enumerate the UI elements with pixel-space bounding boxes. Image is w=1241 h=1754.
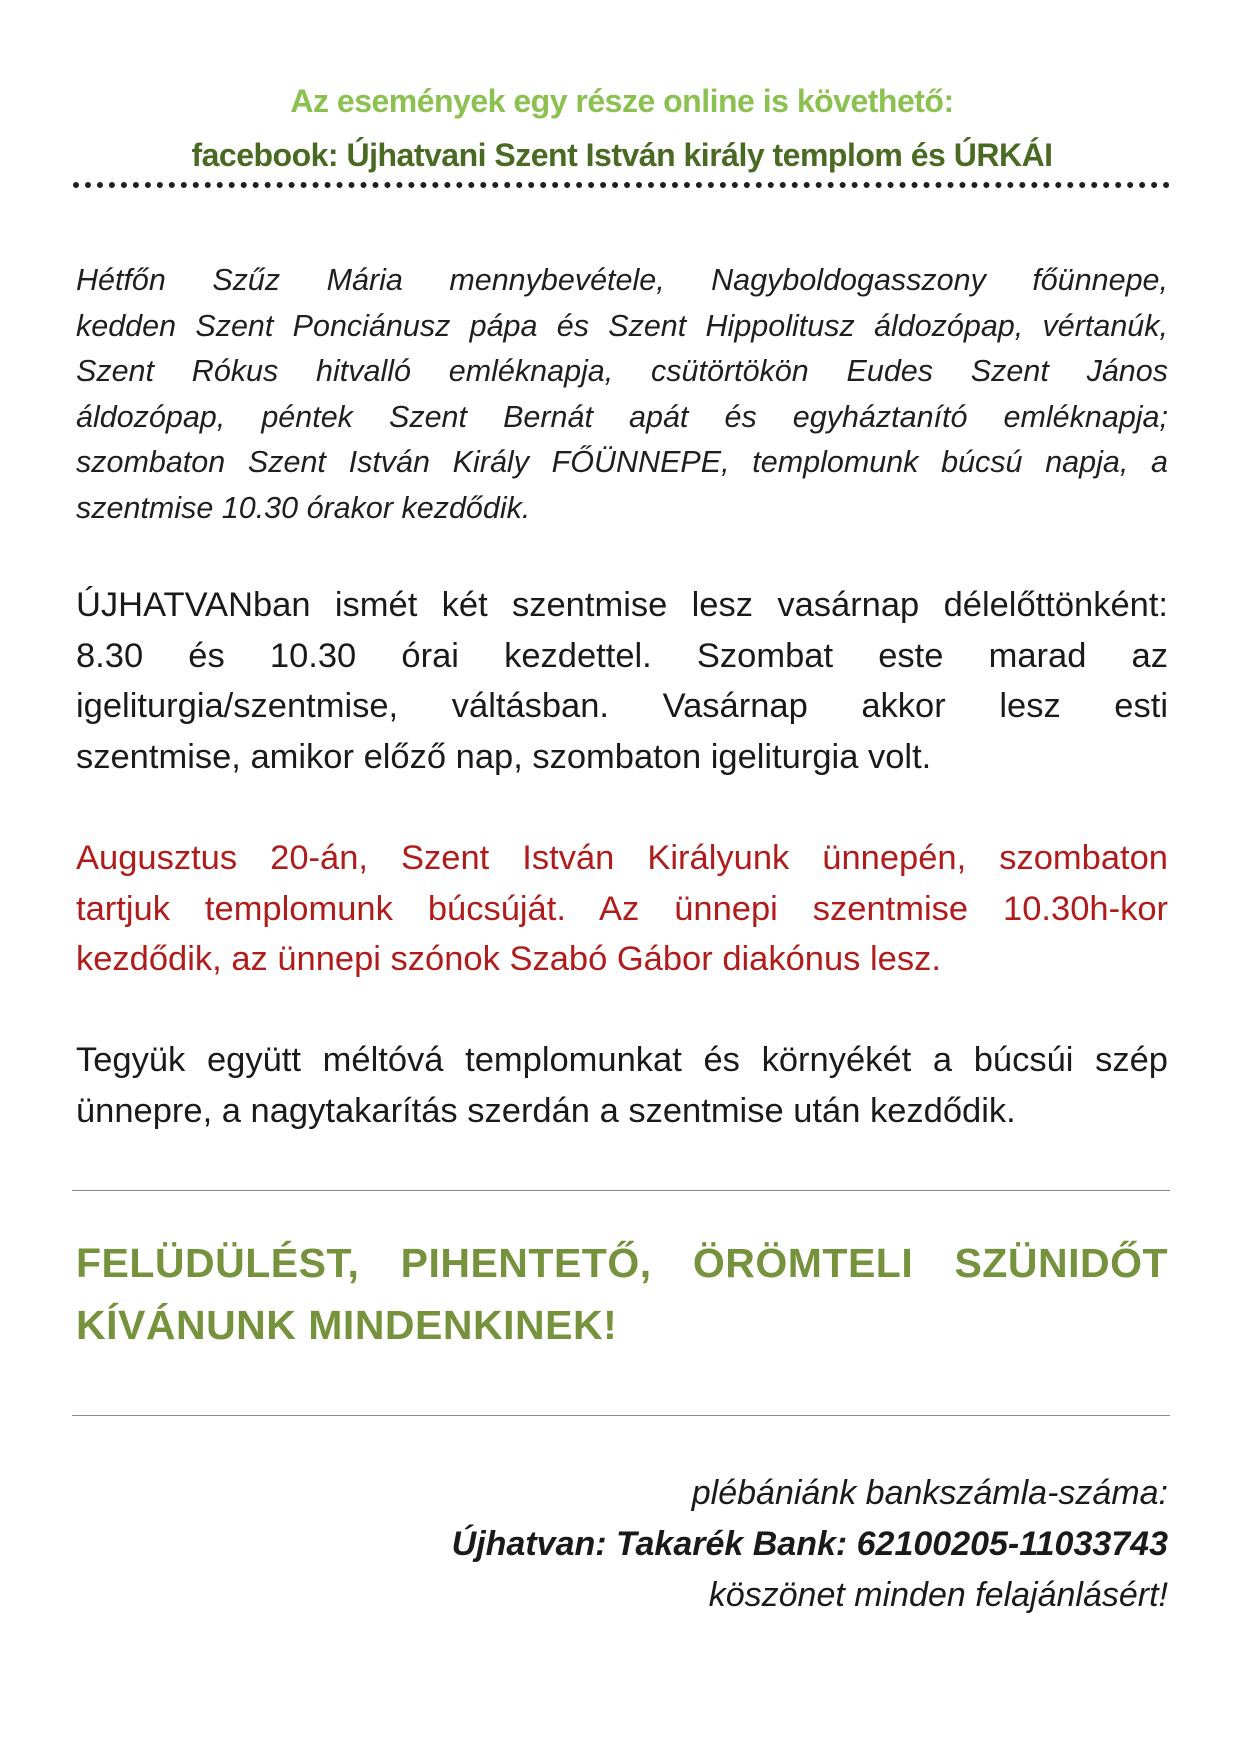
paragraph-line: áldozópap, péntek Szent Bernát apát és egyháztanító emléknapja; [76,399,1168,434]
horizontal-rule [72,1415,1170,1416]
paragraph-line: Hétfőn Szűz Mária mennybevétele, Nagyboldogasszony főünnepe, [76,263,1168,297]
paragraph-line: ünnepre, a nagytakarítás szerdán a szentmise után kezdődik. [76,1091,1016,1130]
facebook-link-text: facebook: Újhatvani Szent István király templom és ÚRKÁI [191,137,1053,173]
paragraph-line: ÚJHATVANban ismét két szentmise lesz vasárnap délelőttönként: [76,586,1168,624]
paragraph-line: igeliturgia/szentmise, váltásban. Vasárnap akkor lesz esti [76,687,1168,725]
paragraph-line: szentmise, amikor előző nap, szombaton igeliturgia volt. [76,737,932,776]
paragraph-line: szentmise 10.30 órakor kezdődik. [76,490,531,525]
greeting-line: KÍVÁNUNK MINDENKINEK! [76,1302,618,1348]
holiday-greeting [76,1232,1168,1356]
bank-label: plébániánk bankszámla-száma: [691,1474,1168,1512]
bank-info [76,1468,1168,1621]
mass-schedule-paragraph [76,580,1168,782]
dotted-divider [73,182,1170,188]
paragraph-line: Tegyük együtt méltóvá templomunkat és környékét a búcsúi szép [76,1041,1168,1079]
horizontal-rule [72,1190,1170,1191]
weekly-feasts-paragraph [76,258,1168,531]
paragraph-line: kedden Szent Ponciánusz pápa és Szent Hippolitusz áldozópap, vértanúk, [76,308,1168,343]
paragraph-line: szombaton Szent István Király FŐÜNNEPE, templomunk búcsú napja, a [76,445,1168,479]
header [76,74,1168,182]
paragraph-line: tartjuk templomunk búcsúját. Az ünnepi szentmise 10.30h-kor [76,889,1168,928]
thanks-text: köszönet minden felajánlásért! [708,1576,1168,1614]
paragraph-line: kezdődik, az ünnepi szónok Szabó Gábor diakónus lesz. [76,940,941,978]
paragraph-line: Augusztus 20-án, Szent István Királyunk ünnepén, szombaton [76,839,1168,877]
paragraph-line: 8.30 és 10.30 órai kezdettel. Szombat este marad az [76,636,1168,675]
feast-announcement-paragraph [76,833,1168,985]
online-notice: Az események egy része online is követhető: [290,83,954,119]
cleaning-paragraph [76,1035,1168,1136]
document-page [76,0,1168,1754]
greeting-line: FELÜDÜLÉST, PIHENTETŐ, ÖRÖMTELI SZÜNIDŐT [76,1240,1168,1286]
paragraph-line: Szent Rókus hitvalló emléknapja, csütörtökön Eudes Szent János [76,354,1168,388]
bank-account-number: Újhatvan: Takarék Bank: 62100205-11033743 [451,1525,1168,1563]
